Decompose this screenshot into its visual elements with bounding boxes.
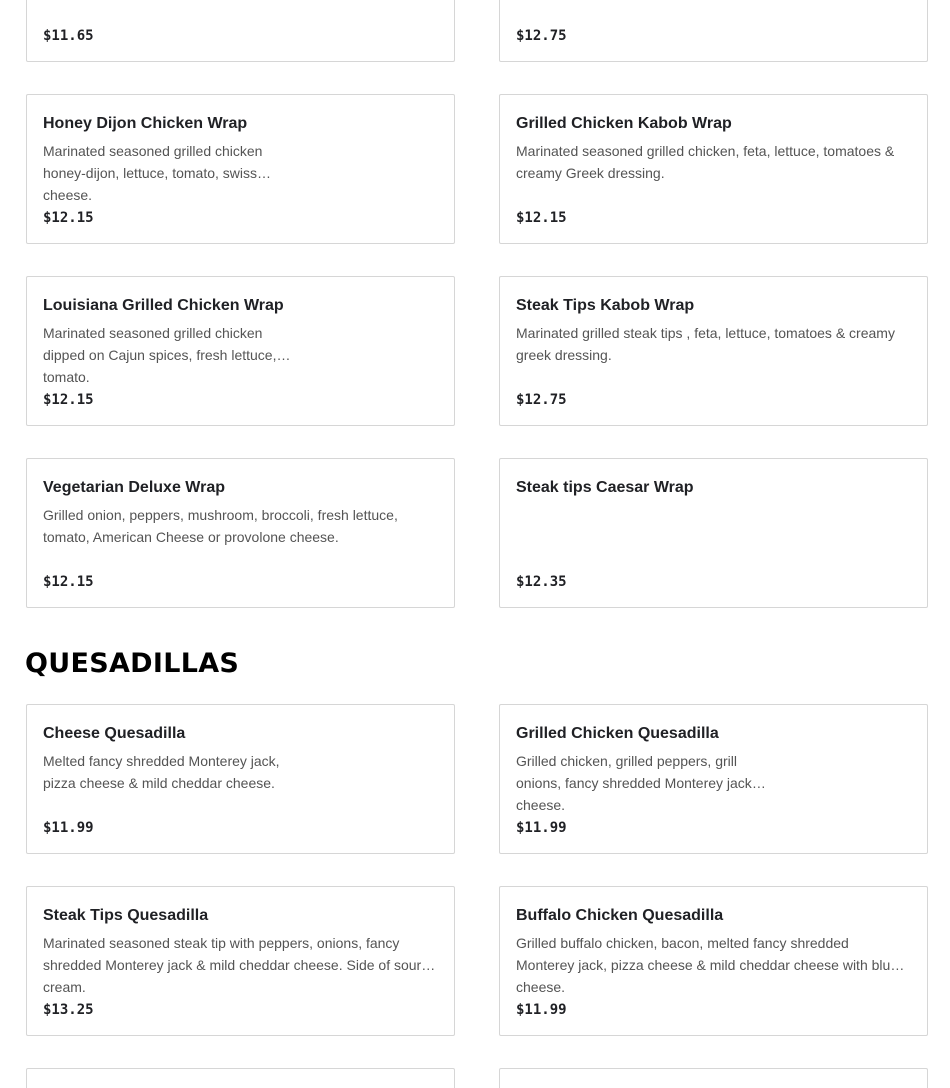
wraps-partial-row: [26, 0, 928, 62]
item-price: $11.99: [43, 820, 94, 836]
menu-item-card[interactable]: [26, 458, 455, 608]
item-price: $12.15: [516, 210, 567, 226]
item-price: $11.99: [516, 1002, 567, 1018]
menu-item-card[interactable]: [499, 1068, 928, 1088]
item-description: Melted fancy shredded Monterey jack, pizza cheese & mild cheddar cheese.: [43, 753, 280, 791]
menu-item-card[interactable]: [26, 886, 455, 1036]
section-title-quesadillas: QUESADILLAS: [25, 648, 240, 679]
item-description: Marinated seasoned grilled chicken, feta, lettuce, tomatoes & creamy Greek dressing.: [516, 143, 895, 181]
item-description: [516, 504, 911, 548]
item-title: Buffalo Chicken Quesadilla: [516, 907, 724, 924]
menu-item-card[interactable]: [499, 704, 928, 854]
item-description: Marinated grilled steak tips , feta, lettuce, tomatoes & creamy greek dressing.: [516, 325, 895, 363]
item-title: Honey Dijon Chicken Wrap: [43, 115, 248, 132]
item-description: Marinated seasoned steak tip with peppers, onions, fancy shredded Monterey jack & mild cheddar cheese. Side of sour cream.: [43, 935, 422, 995]
menu-item-card[interactable]: [499, 886, 928, 1036]
item-title: Steak tips Caesar Wrap: [516, 479, 694, 496]
menu-item-card[interactable]: [26, 1068, 455, 1088]
item-description: Grilled buffalo chicken, bacon, melted fancy shredded Monterey jack, pizza cheese & mild cheddar cheese with blue cheese.: [516, 935, 899, 995]
menu-item-card[interactable]: [26, 94, 455, 244]
item-title: Grilled Chicken Kabob Wrap: [516, 115, 732, 132]
item-title: Vegetarian Deluxe Wrap: [43, 479, 225, 496]
item-price: $12.15: [43, 392, 94, 408]
item-price: $12.75: [516, 392, 567, 408]
wraps-grid: [26, 94, 928, 608]
item-description: Marinated seasoned grilled chicken dipped on Cajun spices, fresh lettuce, tomato.: [43, 325, 277, 385]
item-title: Steak Tips Quesadilla: [43, 907, 209, 924]
menu-item-card[interactable]: [499, 276, 928, 426]
item-title: Steak Tips Kabob Wrap: [516, 297, 695, 314]
item-description: Grilled chicken, grilled peppers, grill onions, fancy shredded Monterey jack cheese.: [516, 753, 752, 813]
item-description: Marinated seasoned grilled chicken honey-dijon, lettuce, tomato, swiss cheese.: [43, 143, 263, 203]
item-price: $12.35: [516, 574, 567, 590]
item-price: $12.15: [43, 574, 94, 590]
menu-item-card[interactable]: [26, 276, 455, 426]
item-title: Louisiana Grilled Chicken Wrap: [43, 297, 284, 314]
item-title: Grilled Chicken Quesadilla: [516, 725, 719, 742]
item-price: $12.15: [43, 210, 94, 226]
item-price: $13.25: [43, 1002, 94, 1018]
item-price: $12.75: [516, 28, 567, 44]
menu-item-card[interactable]: [26, 0, 455, 62]
item-price: $11.99: [516, 820, 567, 836]
menu-item-card[interactable]: [499, 458, 928, 608]
quesadillas-grid: [26, 704, 928, 1088]
item-description: Grilled onion, peppers, mushroom, broccoli, fresh lettuce, tomato, American Cheese or provolone cheese.: [43, 507, 398, 545]
menu-item-card[interactable]: [26, 704, 455, 854]
menu-item-card[interactable]: [499, 0, 928, 62]
item-title: Cheese Quesadilla: [43, 725, 186, 742]
item-price: $11.65: [43, 28, 94, 44]
menu-item-card[interactable]: [499, 94, 928, 244]
